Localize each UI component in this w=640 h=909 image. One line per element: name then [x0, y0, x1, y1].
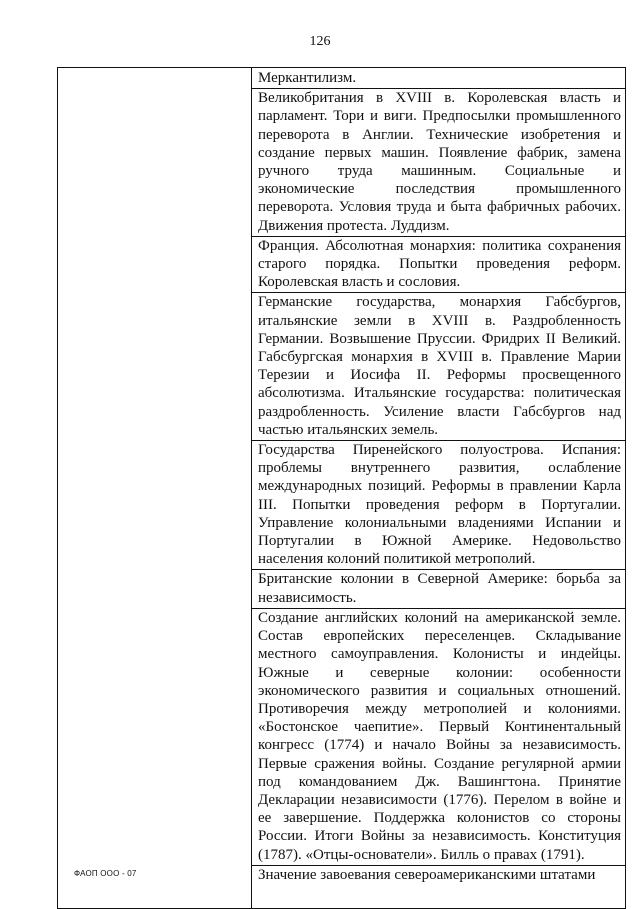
table-right-column: [252, 68, 625, 908]
table-cell-france: Франция. Абсолютная монархия: политика сохранения старого порядка. Попытки проведения реформ. Королевская власть и сословия.: [252, 237, 625, 294]
document-footer-code: ФАОП ООО - 07: [74, 869, 137, 878]
table-cell-iberian-states: Государства Пиренейского полуострова. Испания: проблемы внутреннего развития, ослабление международных позиций. Реформы в правлении Карла III. Попытки проведения реформ в Португалии. Управление колониальными владениями Испании и Португалии в Южной Америке. Недовольство населения колоний политикой метрополий.: [252, 441, 625, 570]
table-cell-german-states: Германские государства, монархия Габсбургов, итальянские земли в XVIII в. Раздробленность Германии. Возвышение Пруссии. Фридрих II Великий. Габсбургская монархия в XVIII в. Правление Марии Терезии и Иосифа II. Реформы просвещенного абсолютизма. Итальянские государства: политическая раздробленность. Усиление власти Габсбургов над частью итальянских земель.: [252, 293, 625, 441]
table-cell-great-britain: Великобритания в XVIII в. Королевская власть и парламент. Тори и виги. Предпосылки промышленного переворота в Англии. Технические изобретения и создание первых машин. Появление фабрик, замена ручного труда машинным. Социальные и экономические последствия промышленного переворота. Условия труда и быта фабричных рабочих. Движения протеста. Луддизм.: [252, 89, 625, 237]
page-number: 126: [309, 34, 331, 49]
table-left-column: [58, 68, 252, 908]
table-cell-english-colonies: Создание английских колоний на американской земле. Состав европейских переселенцев. Складывание местного самоуправления. Колонисты и индейцы. Южные и северные колонии: особенности экономического развития и социальных отношений. Противоречия между метрополией и колониями. «Бостонское чаепитие». Первый Континентальный конгресс (1774) и начало Войны за независимость. Первые сражения войны. Создание регулярной армии под командованием Дж. Вашингтона. Принятие Декларации независимости (1776). Перелом в войне и ее завершение. Поддержка колонистов со стороны России. Итоги Войны за независимость. Конституция (1787). «Отцы-основатели». Билль о правах (1791).: [252, 609, 625, 866]
table-cell-mercantilism: Меркантилизм.: [252, 68, 625, 89]
table-cell-significance: Значение завоевания североамериканскими штатами: [258, 866, 596, 883]
content-table: [57, 67, 626, 909]
table-cell-british-colonies: Британские колонии в Северной Америке: борьба за независимость.: [252, 570, 625, 608]
